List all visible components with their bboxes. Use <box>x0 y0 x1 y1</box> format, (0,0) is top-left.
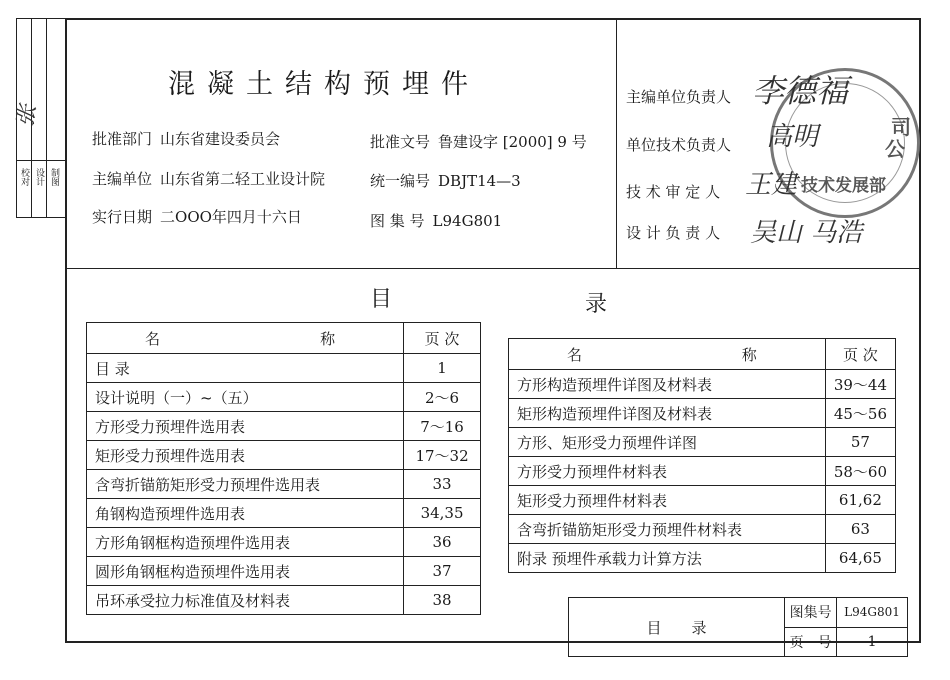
document-title: 混凝土结构预埋件 <box>168 69 480 100</box>
toc-row <box>87 557 481 586</box>
title-block <box>568 597 908 657</box>
approval-doc-label: 批准文号 <box>370 133 431 151</box>
stamp-text: 司 <box>891 115 911 139</box>
unified-no-value: DBJT14—3 <box>438 172 521 190</box>
toc-header-name <box>509 339 826 370</box>
header-column-divider <box>616 18 617 268</box>
toc-header-row <box>509 339 896 370</box>
unified-no-label: 统一编号 <box>370 172 431 190</box>
approval-dept-label: 批准部门 <box>92 130 153 148</box>
title-block-page-value: 1 <box>837 627 908 657</box>
header-name-left: 名 <box>145 329 161 348</box>
toc-item-name: 角钢构造预埋件选用表 <box>87 499 404 528</box>
toc-item-page: 39～44 <box>825 370 895 399</box>
toc-item-page: 38 <box>404 586 481 615</box>
approval-doc-row <box>370 131 587 152</box>
sidebar-label: 设计 <box>34 168 44 186</box>
toc-row <box>87 412 481 441</box>
chief-unit-value: 山东省第二轻工业设计院 <box>160 170 326 188</box>
toc-row <box>509 399 896 428</box>
toc-row <box>509 370 896 399</box>
toc-row <box>509 544 896 573</box>
toc-row <box>509 515 896 544</box>
toc-row <box>87 499 481 528</box>
toc-item-name: 方形角钢框构造预埋件选用表 <box>87 528 404 557</box>
toc-item-page: 36 <box>404 528 481 557</box>
impl-date-row <box>92 206 302 227</box>
title-block-atlas-label: 图集号 <box>785 598 837 628</box>
impl-date-label: 实行日期 <box>92 208 153 226</box>
toc-row <box>87 441 481 470</box>
sidebar-label: 制图 <box>49 168 59 186</box>
toc-item-page: 34,35 <box>404 499 481 528</box>
unified-no-row <box>370 170 521 191</box>
title-block-atlas-value: L94G801 <box>837 598 908 628</box>
toc-table-right <box>508 338 896 573</box>
title-block-row <box>569 598 908 628</box>
toc-item-page: 33 <box>404 470 481 499</box>
toc-item-page: 64,65 <box>825 544 895 573</box>
atlas-no-value: L94G801 <box>432 212 503 230</box>
toc-row <box>509 486 896 515</box>
approval-dept-row <box>92 128 280 149</box>
responsible-signature: 李德福 <box>752 72 849 110</box>
toc-item-page: 17～32 <box>404 441 481 470</box>
sidebar-divider <box>16 160 67 161</box>
toc-item-page: 1 <box>404 354 481 383</box>
toc-row <box>509 428 896 457</box>
toc-header-page: 页 次 <box>404 323 481 354</box>
responsible-signature: 王建 <box>745 170 798 200</box>
toc-item-name: 附录 预埋件承载力计算方法 <box>509 544 826 573</box>
toc-row <box>87 586 481 615</box>
toc-item-name: 含弯折锚筋矩形受力预埋件材料表 <box>509 515 826 544</box>
toc-item-page: 61,62 <box>825 486 895 515</box>
header-name-left: 名 <box>567 345 583 364</box>
toc-heading-right: 录 <box>585 292 608 317</box>
responsible-role: 设 计 负 责 人 <box>626 224 721 242</box>
toc-row <box>87 470 481 499</box>
toc-item-name: 含弯折锚筋矩形受力预埋件选用表 <box>87 470 404 499</box>
toc-item-name: 设计说明（一）~（五） <box>87 383 404 412</box>
toc-header-page: 页 次 <box>825 339 895 370</box>
responsible-role: 技 术 审 定 人 <box>626 183 721 201</box>
header-divider <box>65 268 921 269</box>
toc-row <box>87 383 481 412</box>
title-block-name: 目 录 <box>569 598 785 657</box>
toc-header-name <box>87 323 404 354</box>
toc-header-row <box>87 323 481 354</box>
sidebar-label: 校对 <box>19 168 29 186</box>
toc-item-name: 矩形构造预埋件详图及材料表 <box>509 399 826 428</box>
toc-item-page: 2～6 <box>404 383 481 412</box>
atlas-no-row <box>370 210 502 231</box>
approval-dept-value: 山东省建设委员会 <box>160 130 281 148</box>
header-name-right: 称 <box>320 329 336 348</box>
toc-item-name: 目 录 <box>87 354 404 383</box>
impl-date-value: 二OOO年四月十六日 <box>160 208 302 226</box>
responsible-signature: 高明 <box>766 122 819 152</box>
toc-item-page: 63 <box>825 515 895 544</box>
chief-unit-row <box>92 168 325 189</box>
toc-heading-left: 目 <box>370 287 393 312</box>
sidebar-signature: 张 <box>12 102 42 129</box>
title-block-page-label: 页 号 <box>785 627 837 657</box>
toc-table-left <box>86 322 481 615</box>
responsible-role: 主编单位负责人 <box>626 88 732 106</box>
toc-row <box>509 457 896 486</box>
toc-row <box>87 528 481 557</box>
toc-item-name: 矩形受力预埋件材料表 <box>509 486 826 515</box>
toc-item-page: 58～60 <box>825 457 895 486</box>
toc-item-page: 7～16 <box>404 412 481 441</box>
toc-item-name: 圆形角钢框构造预埋件选用表 <box>87 557 404 586</box>
sidebar-divider <box>46 18 47 218</box>
toc-row <box>87 354 481 383</box>
toc-item-name: 方形构造预埋件详图及材料表 <box>509 370 826 399</box>
chief-unit-label: 主编单位 <box>92 170 153 188</box>
toc-item-page: 57 <box>825 428 895 457</box>
toc-item-name: 矩形受力预埋件选用表 <box>87 441 404 470</box>
toc-item-name: 方形受力预埋件选用表 <box>87 412 404 441</box>
approval-doc-value: 鲁建设字 [2000] 9 号 <box>438 133 587 151</box>
header-name-right: 称 <box>741 345 757 364</box>
stamp-text: 技术发展部 <box>801 176 886 196</box>
toc-item-name: 方形受力预埋件材料表 <box>509 457 826 486</box>
toc-item-name: 吊环承受拉力标准值及材料表 <box>87 586 404 615</box>
toc-item-name: 方形、矩形受力预埋件详图 <box>509 428 826 457</box>
toc-item-page: 37 <box>404 557 481 586</box>
responsible-signature: 吴山 马浩 <box>750 218 863 248</box>
toc-item-page: 45～56 <box>825 399 895 428</box>
responsible-role: 单位技术负责人 <box>626 136 732 154</box>
atlas-no-label: 图 集 号 <box>370 212 425 230</box>
stamp-text: 公 <box>885 137 905 161</box>
